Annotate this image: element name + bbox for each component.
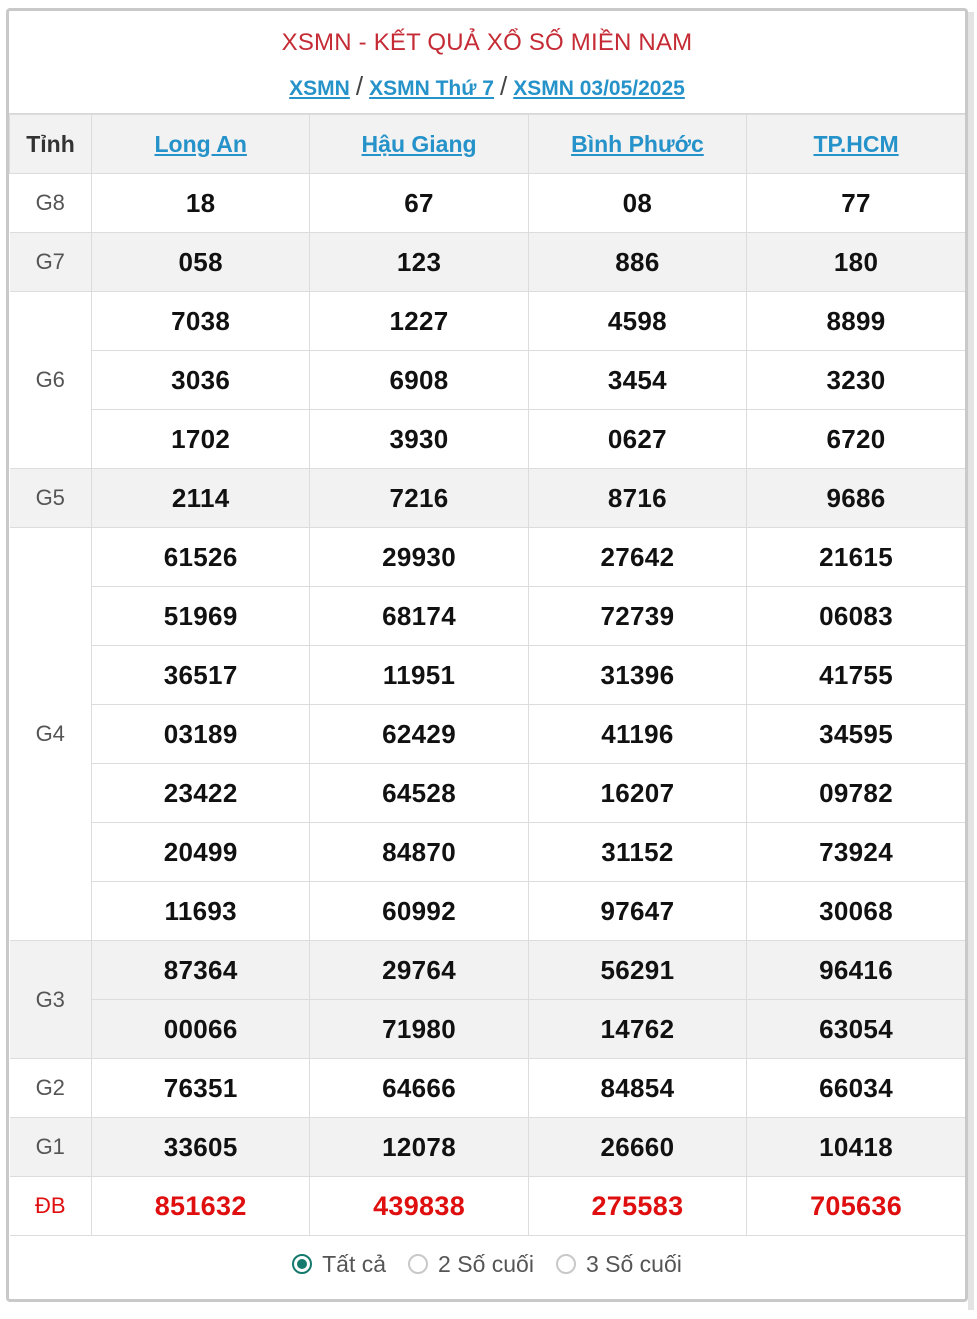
prize-number: 6720	[747, 410, 965, 469]
filter-option-last-3[interactable]	[556, 1251, 682, 1278]
prize-number: 8899	[747, 292, 965, 351]
prize-label: G8	[10, 174, 92, 233]
prize-number: 64528	[310, 764, 528, 823]
prize-row	[10, 1059, 966, 1118]
prize-number: 36517	[92, 646, 310, 705]
prize-row	[10, 587, 966, 646]
radio-icon[interactable]	[556, 1254, 576, 1274]
prize-number: 14762	[528, 1000, 746, 1059]
prize-number: 72739	[528, 587, 746, 646]
prize-number: 7216	[310, 469, 528, 528]
filter-option-label: Tất cả	[322, 1250, 387, 1277]
prize-row	[10, 351, 966, 410]
province-link-tphcm[interactable]: TP.HCM	[813, 130, 899, 157]
prize-number: 41755	[747, 646, 965, 705]
province-header	[747, 115, 965, 174]
radio-selected-icon[interactable]	[292, 1254, 312, 1274]
province-link-hau-giang[interactable]: Hậu Giang	[361, 130, 477, 157]
radio-icon[interactable]	[408, 1254, 428, 1274]
prize-number: 2114	[92, 469, 310, 528]
prize-number: 6908	[310, 351, 528, 410]
breadcrumb-separator: /	[499, 71, 508, 101]
prize-row	[10, 233, 966, 292]
prize-number: 3454	[528, 351, 746, 410]
prize-number: 09782	[747, 764, 965, 823]
prize-number: 21615	[747, 528, 965, 587]
prize-number: 3036	[92, 351, 310, 410]
province-column-header: Tỉnh	[10, 115, 92, 174]
prize-number: 3930	[310, 410, 528, 469]
prize-number: 4598	[528, 292, 746, 351]
prize-row	[10, 1177, 966, 1236]
prize-label: G7	[10, 233, 92, 292]
province-header	[310, 115, 528, 174]
prize-label: G6	[10, 292, 92, 469]
results-body	[10, 174, 966, 1236]
province-header	[92, 115, 310, 174]
results-panel	[6, 8, 968, 1302]
prize-number: 10418	[747, 1118, 965, 1177]
prize-label: G4	[10, 528, 92, 941]
prize-number: 23422	[92, 764, 310, 823]
prize-number: 1702	[92, 410, 310, 469]
prize-label: G3	[10, 941, 92, 1059]
prize-row	[10, 528, 966, 587]
prize-row	[10, 646, 966, 705]
prize-number: 11693	[92, 882, 310, 941]
prize-row	[10, 823, 966, 882]
prize-row	[10, 1118, 966, 1177]
prize-number: 3230	[747, 351, 965, 410]
prize-number: 851632	[92, 1177, 310, 1236]
prize-number: 886	[528, 233, 746, 292]
prize-number: 51969	[92, 587, 310, 646]
prize-number: 18	[92, 174, 310, 233]
prize-number: 62429	[310, 705, 528, 764]
prize-number: 08	[528, 174, 746, 233]
prize-number: 180	[747, 233, 965, 292]
filter-option-all[interactable]	[292, 1251, 386, 1278]
prize-number: 77	[747, 174, 965, 233]
prize-number: 31152	[528, 823, 746, 882]
prize-number: 00066	[92, 1000, 310, 1059]
prize-number: 20499	[92, 823, 310, 882]
prize-number: 8716	[528, 469, 746, 528]
results-header	[9, 11, 965, 114]
prize-number: 1227	[310, 292, 528, 351]
breadcrumb-date-link[interactable]: XSMN 03/05/2025	[513, 77, 685, 100]
prize-number: 96416	[747, 941, 965, 1000]
prize-number: 84870	[310, 823, 528, 882]
prize-number: 29764	[310, 941, 528, 1000]
prize-label: G1	[10, 1118, 92, 1177]
results-table	[9, 114, 965, 1236]
prize-number: 64666	[310, 1059, 528, 1118]
prize-number: 16207	[528, 764, 746, 823]
prize-number: 7038	[92, 292, 310, 351]
prize-number: 97647	[528, 882, 746, 941]
prize-number: 12078	[310, 1118, 528, 1177]
prize-number: 275583	[528, 1177, 746, 1236]
prize-row	[10, 1000, 966, 1059]
prize-row	[10, 469, 966, 528]
prize-number: 60992	[310, 882, 528, 941]
prize-number: 68174	[310, 587, 528, 646]
prize-number: 27642	[528, 528, 746, 587]
breadcrumb-separator: /	[355, 71, 364, 101]
prize-number: 123	[310, 233, 528, 292]
prize-number: 058	[92, 233, 310, 292]
prize-number: 0627	[528, 410, 746, 469]
prize-number: 34595	[747, 705, 965, 764]
prize-number: 11951	[310, 646, 528, 705]
prize-number: 76351	[92, 1059, 310, 1118]
prize-number: 31396	[528, 646, 746, 705]
prize-number: 67	[310, 174, 528, 233]
prize-number: 84854	[528, 1059, 746, 1118]
prize-number: 03189	[92, 705, 310, 764]
page-title: XSMN - KẾT QUẢ XỔ SỐ MIỀN NAM	[281, 29, 693, 56]
prize-number: 41196	[528, 705, 746, 764]
prize-number: 73924	[747, 823, 965, 882]
prize-row	[10, 705, 966, 764]
prize-number: 9686	[747, 469, 965, 528]
prize-label: G2	[10, 1059, 92, 1118]
prize-row	[10, 174, 966, 233]
prize-row	[10, 882, 966, 941]
prize-number: 63054	[747, 1000, 965, 1059]
prize-number: 30068	[747, 882, 965, 941]
prize-number: 71980	[310, 1000, 528, 1059]
prize-number: 26660	[528, 1118, 746, 1177]
breadcrumb	[9, 71, 965, 102]
filter-option-last-2[interactable]	[408, 1251, 534, 1278]
prize-number: 06083	[747, 587, 965, 646]
province-header	[528, 115, 746, 174]
prize-row	[10, 292, 966, 351]
prize-row	[10, 764, 966, 823]
prize-number: 29930	[310, 528, 528, 587]
prize-number: 705636	[747, 1177, 965, 1236]
province-link-long-an[interactable]: Long An	[154, 130, 247, 157]
prize-number: 56291	[528, 941, 746, 1000]
filter-option-label: 3 Số cuối	[585, 1250, 682, 1277]
frame-shadow	[968, 12, 974, 1310]
prize-label: ĐB	[10, 1177, 92, 1236]
prize-row	[10, 941, 966, 1000]
province-link-binh-phuoc[interactable]: Bình Phước	[571, 130, 704, 157]
prize-number: 66034	[747, 1059, 965, 1118]
prize-row	[10, 410, 966, 469]
prize-number: 33605	[92, 1118, 310, 1177]
breadcrumb-xsmn-link[interactable]: XSMN	[289, 77, 350, 100]
filter-option-label: 2 Số cuối	[438, 1250, 534, 1277]
digit-filter	[9, 1229, 965, 1299]
prize-number: 61526	[92, 528, 310, 587]
breadcrumb-weekday-link[interactable]: XSMN Thứ 7	[369, 77, 494, 100]
prize-number: 439838	[310, 1177, 528, 1236]
prize-number: 87364	[92, 941, 310, 1000]
prize-label: G5	[10, 469, 92, 528]
